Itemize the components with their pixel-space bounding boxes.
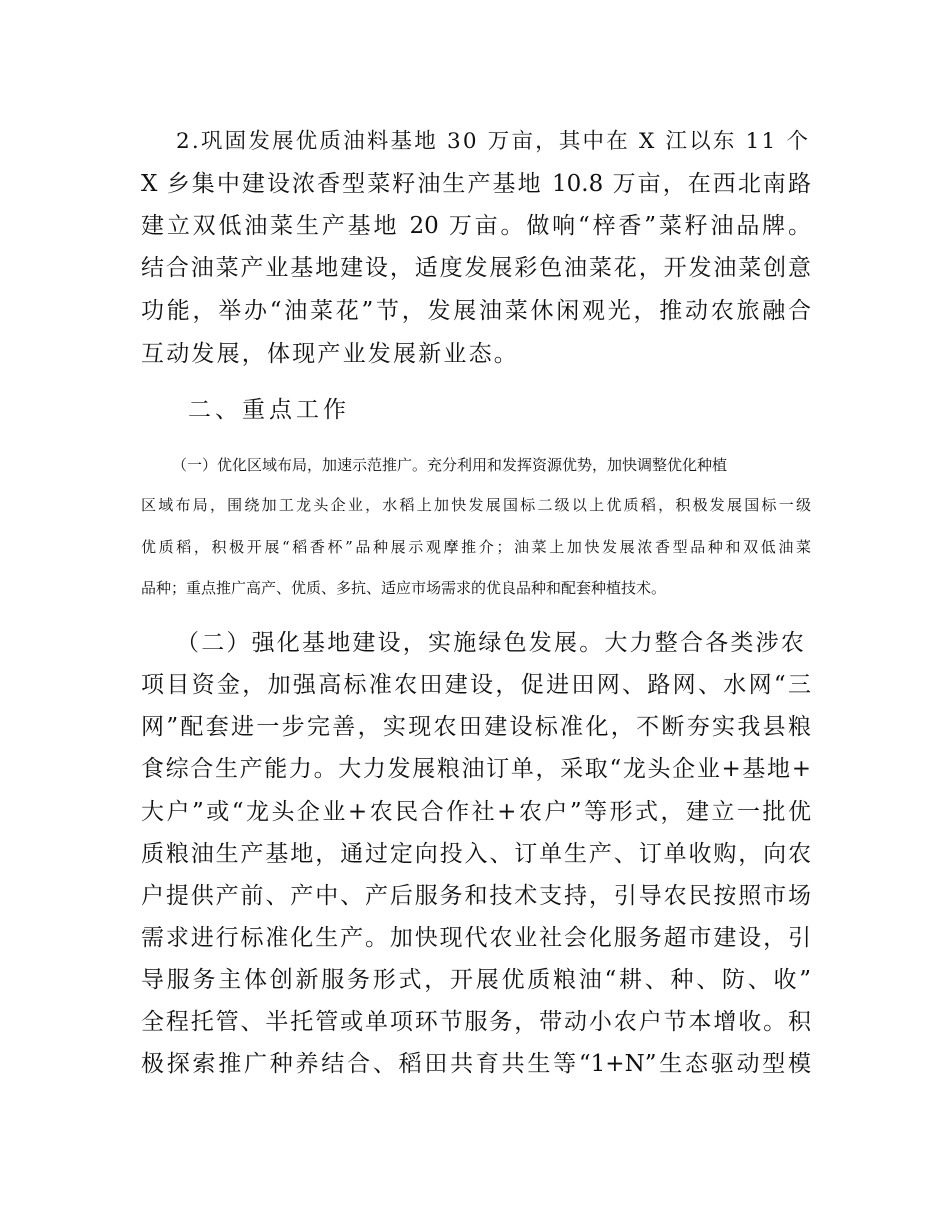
- paragraph-line: 结合油菜产业基地建设，适度发展彩色油菜花，开发油菜创意: [141, 255, 811, 281]
- paragraph-line: 优质稻，积极开展“稻香杯”品种展示观摩推介；油菜上加快发展浓香型品种和双低油菜: [141, 538, 811, 556]
- paragraph-line: 需求进行标准化生产。加快现代农业社会化服务超市建设，引: [141, 925, 811, 951]
- paragraph-line: 极探索推广种养结合、稻田共育共生等“1+N”生态驱动型模: [141, 1051, 811, 1077]
- paragraph-line: 导服务主体创新服务形式，开展优质粮油“耕、种、防、收”: [141, 967, 811, 993]
- paragraph-line: 户提供产前、产中、产后服务和技术支持，引导农民按照市场: [141, 883, 811, 909]
- paragraph-line: 建立双低油菜生产基地 20 万亩。做响“梓香”菜籽油品牌。: [141, 213, 811, 239]
- paragraph-line: （一）优化区域布局，加速示范推广。充分利用和发挥资源优势，加快调整优化种植: [172, 456, 728, 474]
- paragraph-line: 食综合生产能力。大力发展粮油订单，采取“龙头企业+基地+: [141, 756, 811, 782]
- paragraph-line: 全程托管、半托管或单项环节服务，带动小农户节本增收。积: [141, 1009, 811, 1035]
- paragraph-line: 大户”或“龙头企业+农民合作社+农户”等形式，建立一批优: [141, 799, 811, 825]
- paragraph-line: （二）强化基地建设，实施绿色发展。大力整合各类涉农: [176, 630, 806, 656]
- paragraph-line: 品种；重点推广高产、优质、多抗、适应市场需求的优良品种和配套种植技术。: [141, 579, 667, 597]
- paragraph-line: 区域布局，围绕加工龙头企业，水稻上加快发展国标二级以上优质稻，积极发展国标一级: [141, 496, 811, 514]
- paragraph-line: 功能，举办“油菜花”节，发展油菜休闲观光，推动农旅融合: [141, 298, 811, 324]
- paragraph-line: 互动发展，体现产业发展新业态。: [141, 341, 519, 367]
- paragraph-line: 2.巩固发展优质油料基地 30 万亩，其中在 X 江以东 11 个: [176, 129, 811, 154]
- paragraph-line: 质粮油生产基地，通过定向投入、订单生产、订单收购，向农: [141, 841, 811, 867]
- paragraph-line: 项目资金，加强高标准农田建设，促进田网、路网、水网“三: [141, 672, 811, 698]
- paragraph-line: X 乡集中建设浓香型菜籽油生产基地 10.8 万亩，在西北南路: [141, 171, 811, 197]
- paragraph-line: 网”配套进一步完善，实现农田建设标准化，不断夯实我县粮: [141, 714, 811, 740]
- section-heading: 二、重点工作: [188, 397, 350, 423]
